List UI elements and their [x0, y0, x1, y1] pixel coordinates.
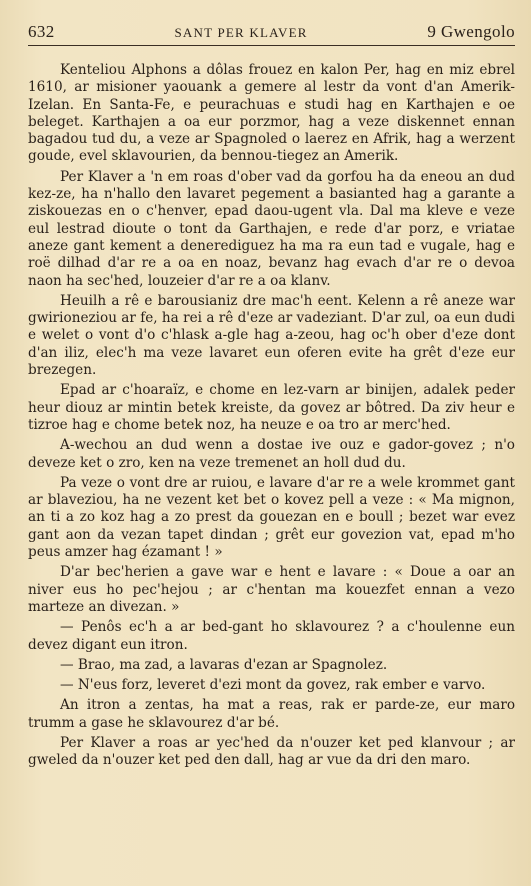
running-title: SANT PER KLAVER	[174, 25, 308, 40]
paragraph: Per Klaver a roas ar yec'hed da n'ouzer ket ped klanvour ; ar gweled da n'ouzer ket ped den dall, hag ar vue da dri den maro.	[28, 734, 515, 769]
paragraph: Epad ar c'hoaraïz, e chome en lez-varn ar binijen, adalek peder heur diouz ar mintin betek kreiste, da govez ar bôtred. Da ziv heur e tizroe hag e chome betek noz, ha neuze e oa tro ar merc'hed.	[28, 382, 515, 433]
paragraph: Pa veze o vont dre ar ruiou, e lavare d'ar re a wele krommet gant ar blaveziou, ha ne vezent ket bet o kovez pell a veze : « Ma mignon, an ti a zo koz hag a zo prest da gouezan en e boull ; bezet war evez gant aon da vezan tapet dindan ; grêt eur govezion vat, epad m'ho peus amzer hag ézamant ! »	[28, 474, 515, 561]
paragraph: Heuilh a rê e barousianiz dre mac'h eent. Kelenn a rê aneze war gwirioneziou ar fe, ha rei a rê d'eze ar vadeziant. D'ar zul, oa eun dudi e welet o vont d'o c'hlask a-gle hag a-zeou, hag oc'h ober d'eze dont d'an iliz, elec'h ma veze lavaret eun oferen evite ha grêt d'eze eur brezegen.	[28, 292, 516, 379]
paragraph: D'ar bec'herien a gave war e hent e lavare : « Doue a oar an niver eus ho pec'hejou ; ar c'hentan ma kouezfet ennan a vezo marteze an divezan. »	[28, 564, 515, 615]
paragraph: A-wechou an dud wenn a dostae ive ouz e gador-govez ; n'o deveze ket o zro, ken na veze tremenet an holl dud du.	[28, 437, 515, 471]
paragraph: Per Klaver a 'n em roas d'ober vad da gorfou ha da eneou an dud kez-ze, ha n'hallo den lavaret pegement a basianted hag a garante a ziskouezas en o c'henver, epad daou-ugent vla. Dal ma kleve e veze eul lestrad dioute o tont da Garthajen, e rede d'ar porz, e vriatae aneze gant kement a denerediguez ha ma ra eun tad e vugale, hag e roë dilhad d'ar re a oa en noaz, bevanz hag evach d'ar re o devoa naon ha sec'hed, louzeier d'ar re a oa klanv.	[28, 168, 515, 289]
dialogue-line: — Brao, ma zad, a lavaras d'ezan ar Spagnolez.	[60, 656, 388, 673]
page-number: 632	[28, 22, 55, 41]
body-text	[28, 62, 515, 770]
dialogue-line: — N'eus forz, leveret d'ezi mont da govez, rak ember e varvo.	[60, 677, 486, 694]
dialogue-line: — Penôs ec'h a ar bed-gant ho sklavourez ? a c'houlenne eun devez digant eun itron.	[28, 619, 515, 653]
paragraph: Kenteliou Alphons a dôlas frouez en kalon Per, hag en miz ebrel 1610, ar misioner yaouank a gemere al lestr da vont d'an Amerik-Izelan. En Santa-Fe, e peurachuas e studi hag en Karthajen e oe beleget. Karthajen a oa eur porzmor, hag a veze diskennet ennan bagadou tud du, a veze ar Spagnoled o laerez en Afrik, hag a werzent goude, evel sklavourien, da bennou-tiegez an Amerik.	[28, 62, 515, 165]
running-header	[28, 22, 515, 46]
header-date: 9 Gwengolo	[427, 22, 515, 41]
paragraph: An itron a zentas, ha mat a reas, rak er parde-ze, eur maro trumm a gase he sklavourez d'ar bé.	[28, 697, 515, 731]
